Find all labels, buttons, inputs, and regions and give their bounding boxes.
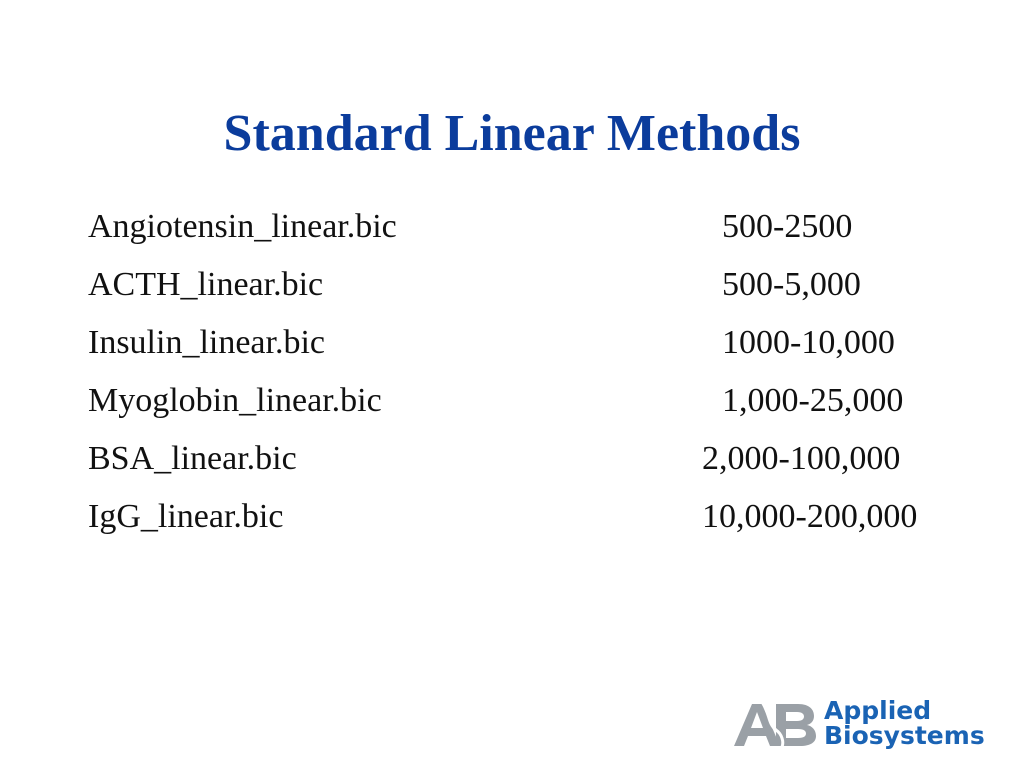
- mass-range: 1,000-25,000: [722, 382, 904, 419]
- method-name: ACTH_linear.bic: [88, 266, 324, 303]
- method-name: Angiotensin_linear.bic: [88, 208, 397, 245]
- logo-line-2: Biosystems: [824, 721, 985, 750]
- methods-list: [0, 198, 1024, 546]
- ab-logo-mark-icon: [732, 700, 818, 748]
- list-item: [0, 488, 1024, 546]
- list-item: [0, 430, 1024, 488]
- logo-line-1: Applied: [824, 696, 932, 725]
- logo-text: [824, 698, 985, 748]
- method-name: Myoglobin_linear.bic: [88, 382, 382, 419]
- list-item: [0, 314, 1024, 372]
- mass-range: 500-5,000: [722, 266, 861, 303]
- slide-title: Standard Linear Methods: [223, 105, 801, 162]
- mass-range: 10,000-200,000: [702, 498, 918, 535]
- mass-range: 2,000-100,000: [702, 440, 901, 477]
- list-item: [0, 198, 1024, 256]
- method-name: BSA_linear.bic: [88, 440, 297, 477]
- list-item: [0, 372, 1024, 430]
- mass-range: 1000-10,000: [722, 324, 895, 361]
- method-name: IgG_linear.bic: [88, 498, 284, 535]
- mass-range: 500-2500: [722, 208, 853, 245]
- applied-biosystems-logo: [732, 696, 985, 756]
- list-item: [0, 256, 1024, 314]
- method-name: Insulin_linear.bic: [88, 324, 326, 361]
